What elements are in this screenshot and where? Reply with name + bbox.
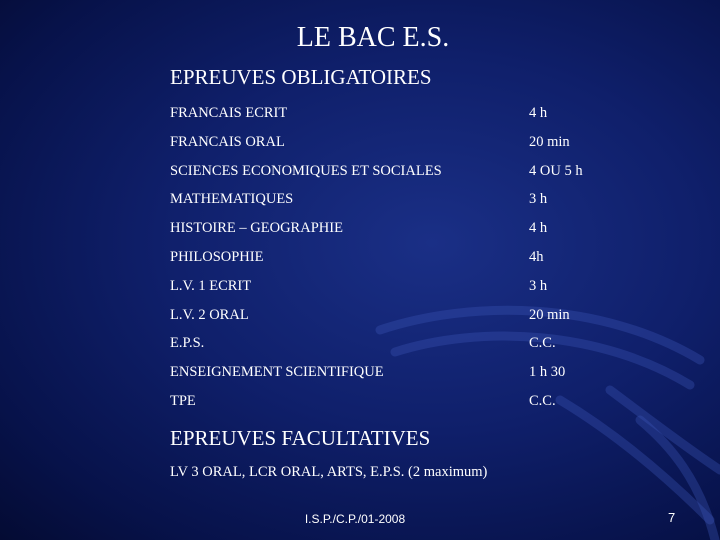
exam-subject: L.V. 1 ECRIT [170,277,252,294]
exam-row [170,132,650,161]
exam-subject: E.P.S. [170,335,205,352]
exam-row [170,189,650,218]
exam-subject: FRANCAIS ECRIT [170,105,288,121]
footer-reference: I.S.P./C.P./01-2008 [304,512,406,526]
exam-subject: ENSEIGNEMENT SCIENTIFIQUE [170,364,384,381]
slide-title: LE BAC E.S. [296,22,450,53]
exam-duration: 1 h 30 [529,364,566,381]
exam-subject: HISTOIRE – GEOGRAPHIE [170,220,343,237]
exam-duration: 4 h [529,220,548,237]
exam-subject: L.V. 2 ORAL [170,306,249,323]
exam-subject: MATHEMATIQUES [170,191,294,208]
mandatory-exams-list [170,103,650,420]
mandatory-exams-heading: EPREUVES OBLIGATOIRES [170,65,432,89]
exam-row [170,362,650,391]
exam-subject: PHILOSOPHIE [170,248,264,265]
exam-row [170,161,650,190]
exam-row [170,305,650,334]
exam-duration: C.C. [529,392,556,409]
exam-duration: 3 h [529,277,548,294]
exam-row [170,333,650,362]
exam-row [170,218,650,247]
exam-duration: 4h [529,248,544,265]
optional-exams-heading: EPREUVES FACULTATIVES [170,426,431,450]
exam-duration: 4 h [529,105,548,121]
exam-row [170,103,650,132]
exam-row [170,276,650,305]
exam-subject: TPE [170,392,196,409]
exam-subject: SCIENCES ECONOMIQUES ET SOCIALES [170,162,442,179]
exam-row [170,391,650,420]
exam-duration: C.C. [529,335,556,352]
exam-duration: 20 min [529,133,570,150]
exam-duration: 3 h [529,191,548,208]
page-number: 7 [668,510,676,525]
exam-duration: 4 OU 5 h [529,162,583,179]
exam-subject: FRANCAIS ORAL [170,133,285,150]
exam-row [170,247,650,276]
optional-exams-text: LV 3 ORAL, LCR ORAL, ARTS, E.P.S. (2 maximum) [170,464,488,480]
exam-duration: 20 min [529,306,570,323]
